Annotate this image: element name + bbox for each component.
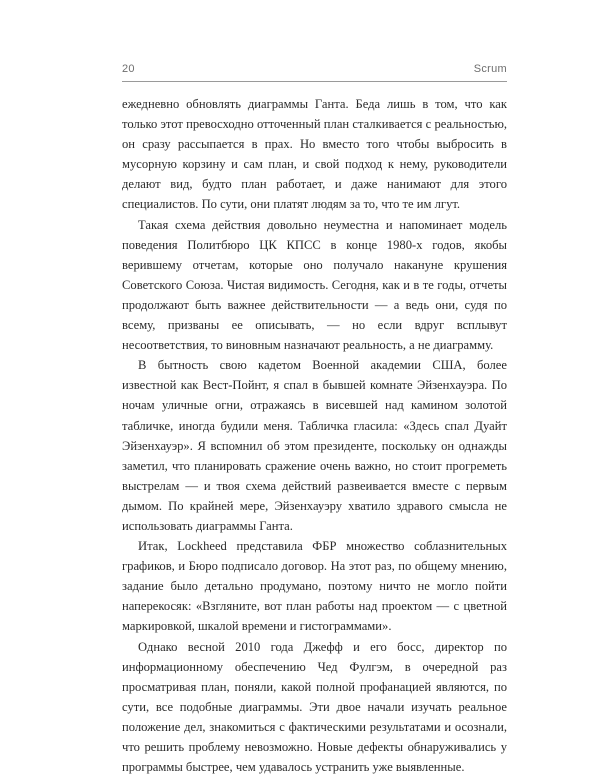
- paragraph-4: Итак, Lockheed представила ФБР множество соблазнительных графиков, и Бюро подписало договор. На этот раз, по общему мнению, задание было детально продумано, поэтому ничто не могло пойти наперекосяк: «Взгляните, вот план работы над проектом — с цветной маркировкой, шкалой времени и гистограммами».: [122, 539, 507, 634]
- paragraph-5: Однако весной 2010 года Джефф и его босс, директор по информационному обеспечению Чед Фулгэм, в очередной раз просматривая план, поняли, какой полной профанацией являются, по сути, все подобные диаграммы. Эти двое начали изучать реальное положение дел, знакомиться с фактическими результатами и осознали, что решить проблему невозможно. Новые дефекты обнаруживались у программы быстрее, чем удавалось устранить уже выявленные.: [122, 639, 507, 775]
- header-rule: [122, 81, 507, 82]
- paragraph-3: В бытность свою кадетом Военной академии США, более известной как Вест-Пойнт, я спал в бывшей комнате Эйзенхауэра. По ночам уличные огни, отражаясь в висевшей над камином золотой табличке, иногда будили меня. Табличка гласила: «Здесь спал Дуайт Эйзенхауэр». Я вспомнил об этом президенте, поскольку он однажды заметил, что планировать сражение очень важно, но стоит прогреметь выстрелам — и твоя схема действий развеивается вместе с первым дымом. По крайней мере, Эйзенхауэру хватило здравого смысла не использовать диаграммы Ганта.: [122, 358, 507, 533]
- running-title: Scrum: [473, 63, 507, 75]
- running-head: [122, 63, 507, 75]
- paragraph-2: Такая схема действия довольно неуместна и напоминает модель поведения Политбюро ЦК КПСС в конце 1980-х годов, якобы верившему отчетам, которые оно получало накануне крушения Советского Союза. Чистая видимость. Сегодня, как и в те годы, отчеты продолжают быть важнее действительности — а ведь они, судя по всему, призваны ее описывать, — но если вдруг всплывут несоответствия, то виновным назначают реальность, а не диаграмму.: [122, 217, 507, 353]
- body-text: [122, 94, 507, 777]
- paragraph-1: ежедневно обновлять диаграммы Ганта. Беда лишь в том, что как только этот превосходно отточенный план сталкивается с реальностью, он сразу рассыпается в прах. Но вместо того чтобы выбросить в мусорную корзину и сам план, и свой подход к нему, руководители делают вид, будто план работает, и даже нанимают для этого специалистов. По сути, они платят людям за то, что те им лгут.: [122, 97, 507, 212]
- page-number: 20: [122, 63, 135, 75]
